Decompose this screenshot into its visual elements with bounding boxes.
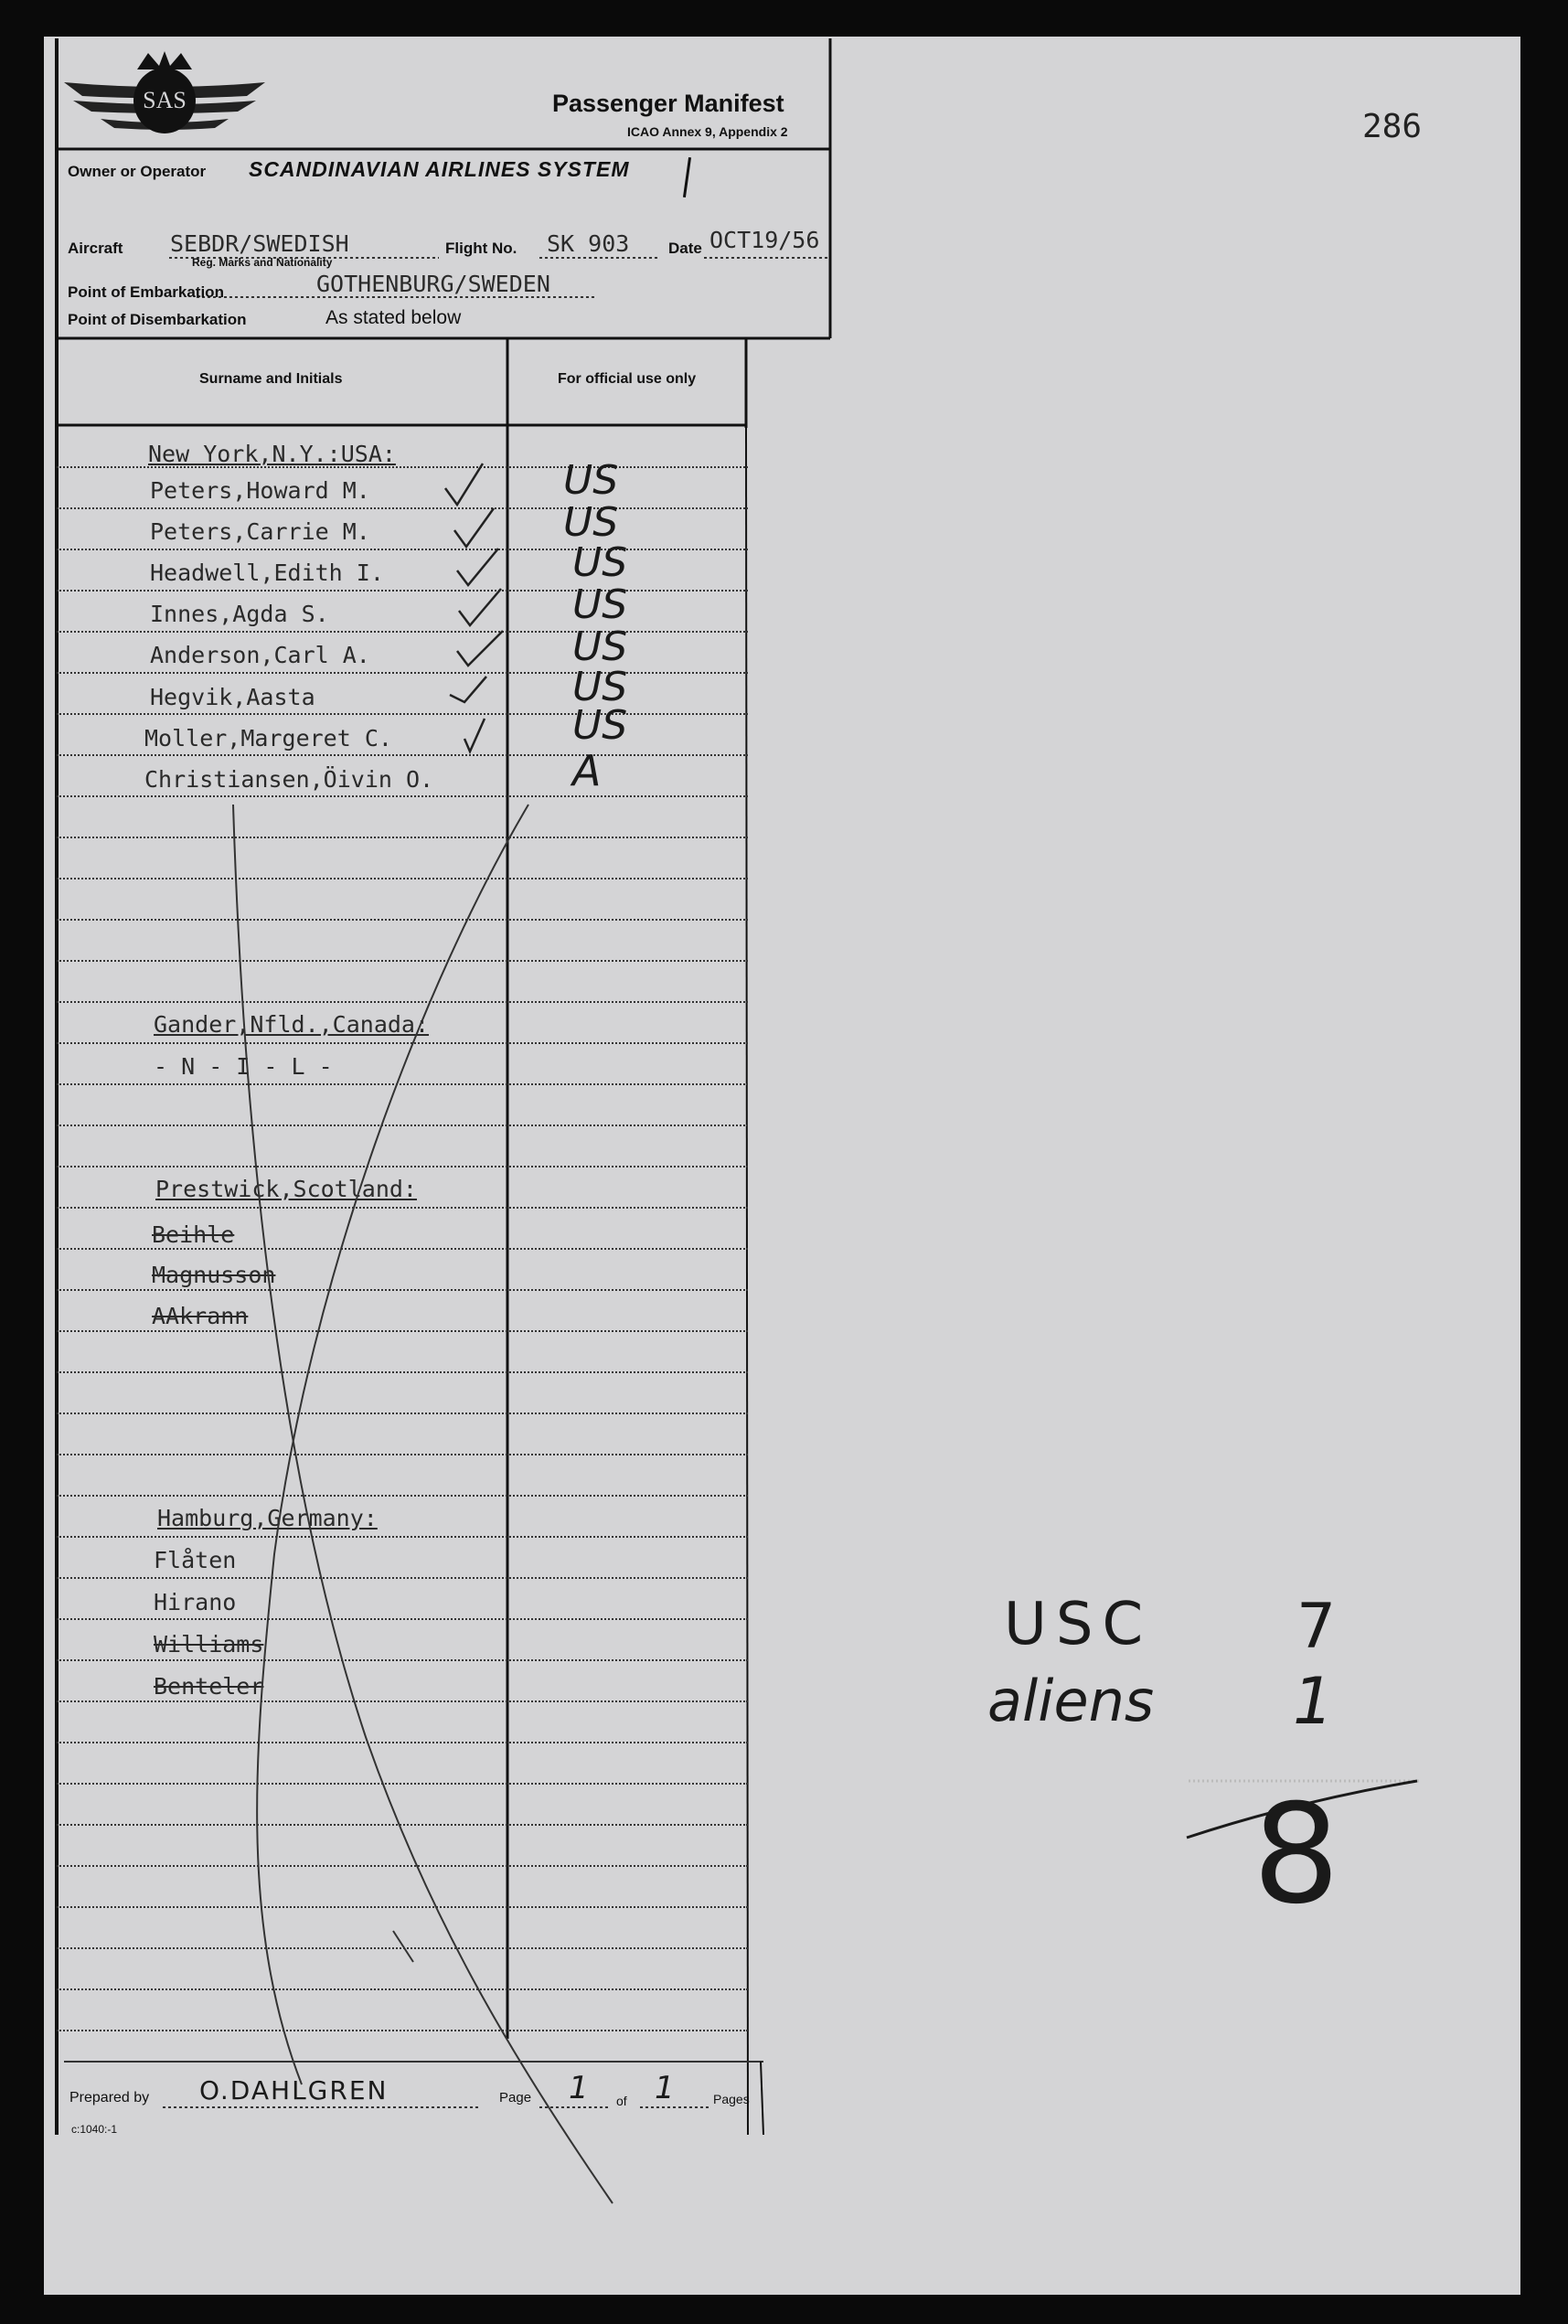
passenger-name: Anderson,Carl A. [150,642,370,668]
cross-out-strokes [233,805,613,2203]
official-mark: US [572,539,628,586]
official-mark: US [572,581,628,628]
page-value: 1 [569,2070,589,2106]
prestwick-name: Beihle [152,1221,235,1248]
hamburg-name: Flåten [154,1547,237,1573]
col-official-header: For official use only [558,371,697,387]
official-mark: US [572,702,628,749]
passenger-name: Christiansen,Öivin O. [144,766,434,793]
gander-note: - N - I - L - [154,1053,333,1080]
tally-aliens-label: aliens [987,1668,1155,1734]
hamburg-name: Benteler [154,1673,264,1700]
of-value: 1 [655,2070,675,2106]
reg-label: Reg. Marks and Nationality [192,256,333,269]
page-label: Page [499,2090,532,2105]
official-mark: US [572,624,628,670]
form-title: Passenger Manifest [552,90,784,117]
hamburg-name: Hirano [154,1589,237,1615]
tally-usc-label: USC [1004,1591,1153,1658]
col-surname-header: Surname and Initials [199,371,343,387]
disembark-value: As stated below [325,307,462,328]
aircraft-label: Aircraft [68,240,123,257]
official-mark: A [572,746,602,795]
disembark-label: Point of Disembarkation [68,311,247,328]
embark-label: Point of Embarkation [68,283,224,301]
prestwick-name: Magnusson [152,1262,276,1288]
section-heading-hamburg: Hamburg,Germany: [157,1505,378,1531]
page-number: 286 [1362,108,1423,145]
date-label: Date [668,240,702,257]
tally-usc-count: 7 [1296,1591,1337,1663]
hamburg-name: Williams [154,1631,264,1658]
section-heading-gander: Gander,Nfld.,Canada: [154,1011,430,1038]
prepared-value: O.DAHLGREN [199,2075,389,2105]
owner-label: Owner or Operator [68,163,207,180]
prestwick-name: AAkrann [152,1303,249,1329]
prepared-label: Prepared by [69,2090,150,2105]
tally-total: 8 [1253,1775,1340,1935]
passenger-name: Innes,Agda S. [150,601,329,627]
passenger-name: Moller,Margeret C. [144,725,392,752]
section-heading-prestwick: Prestwick,Scotland: [155,1176,417,1202]
form-code: c:1040:-1 [71,2123,118,2136]
svg-text:SAS: SAS [143,87,187,113]
check-marks [445,464,503,752]
passenger-name: Peters,Howard M. [150,477,370,504]
official-mark: US [563,499,619,546]
tally-aliens-count: 1 [1293,1664,1334,1739]
flight-value: SK 903 [547,230,630,257]
official-mark: US [563,457,619,504]
date-value: OCT19/56 [709,227,820,253]
aircraft-value: SEBDR/SWEDISH [170,230,349,257]
passenger-name: Peters,Carrie M. [150,518,370,545]
embark-value: GOTHENBURG/SWEDEN [316,271,550,297]
of-label: of [616,2094,627,2108]
pages-label: Pages [713,2092,750,2106]
passenger-name: Hegvik,Aasta [150,684,315,710]
passenger-name: Headwell,Edith I. [150,560,384,586]
section-heading-newyork: New York,N.Y.:USA: [148,441,396,467]
owner-value: SCANDINAVIAN AIRLINES SYSTEM [249,157,630,181]
flight-label: Flight No. [445,240,517,257]
official-mark: US [572,664,628,710]
form-subtitle: ICAO Annex 9, Appendix 2 [627,124,788,139]
